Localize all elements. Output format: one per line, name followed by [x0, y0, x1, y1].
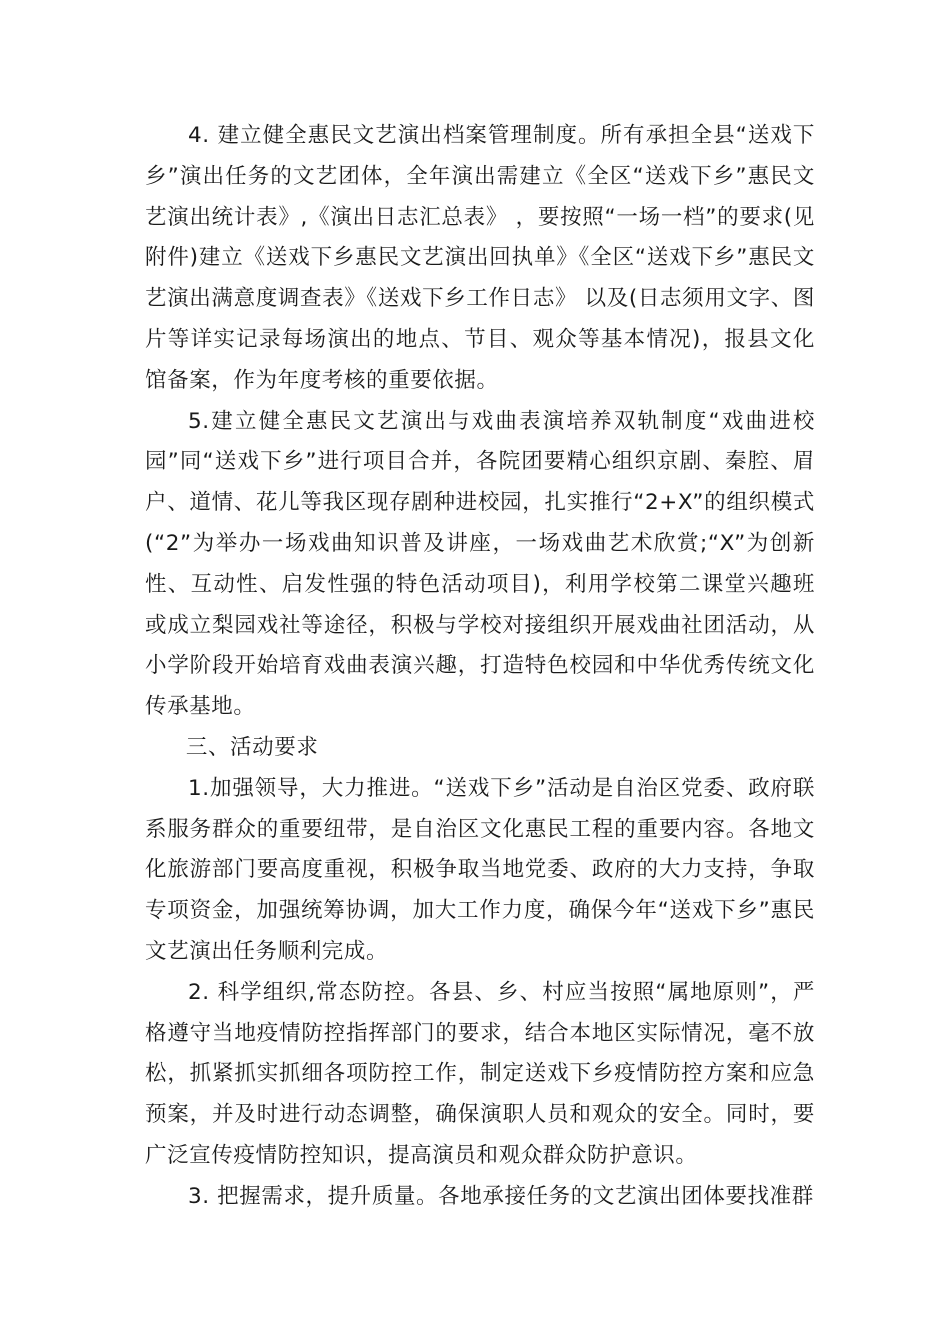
paragraph-opera-campus: 5.建立健全惠民文艺演出与戏曲表演培养双轨制度“戏曲进校园”同“送戏下乡”进行项目合并，各院团要精心组织京剧、秦腔、眉户、道情、花儿等我区现存剧种进校园，扎实推行“2+X”的组织模式(“2”为举办一场戏曲知识普及讲座，一场戏曲艺术欣赏;“X”为创新性、互动性、启发性强的特色活动项目)，利用学校第二课堂兴趣班或成立梨园戏社等途径，积极与学校对接组织开展戏曲社团活动，从小学阶段开始培育戏曲表演兴趣，打造特色校园和中华优秀传统文化传承基地。: [145, 408, 815, 720]
requirement-quality: 3. 把握需求，提升质量。各地承接任务的文艺演出团体要找准群: [188, 1183, 814, 1209]
requirement-leadership: 1.加强领导，大力推进。“送戏下乡”活动是自治区党委、政府联系服务群众的重要纽带，是自治区文化惠民工程的重要内容。各地文化旅游部门要高度重视，积极争取当地党委、政府的大力支持，争取专项资金，加强统筹协调，加大工作力度，确保今年“送戏下乡”惠民文艺演出任务顺利完成。: [145, 775, 815, 964]
section-heading-requirements: 三、活动要求: [185, 734, 319, 760]
paragraph-archive-management: 4. 建立健全惠民文艺演出档案管理制度。所有承担全县“送戏下乡”演出任务的文艺团体，全年演出需建立《全区“送戏下乡”惠民文艺演出统计表》,《演出日志汇总表》 ，要按照“一场一档”的要求(见附件)建立《送戏下乡惠民文艺演出回执单》《全区“送戏下乡”惠民文艺演出满意度调查表》《送戏下乡工作日志》 以及(日志须用文字、图片等详实记录每场演出的地点、节目、观众等基本情况)，报县文化馆备案，作为年度考核的重要依据。: [145, 123, 815, 393]
document-body: [145, 116, 815, 1218]
requirement-epidemic-control: 2. 科学组织,常态防控。各县、乡、村应当按照“属地原则”，严格遵守当地疫情防控指挥部门的要求，结合本地区实际情况，毫不放松，抓紧抓实抓细各项防控工作，制定送戏下乡疫情防控方案和应急预案，并及时进行动态调整，确保演职人员和观众的安全。同时，要广泛宣传疫情防控知识，提高演员和观众群众防护意识。: [145, 979, 815, 1168]
